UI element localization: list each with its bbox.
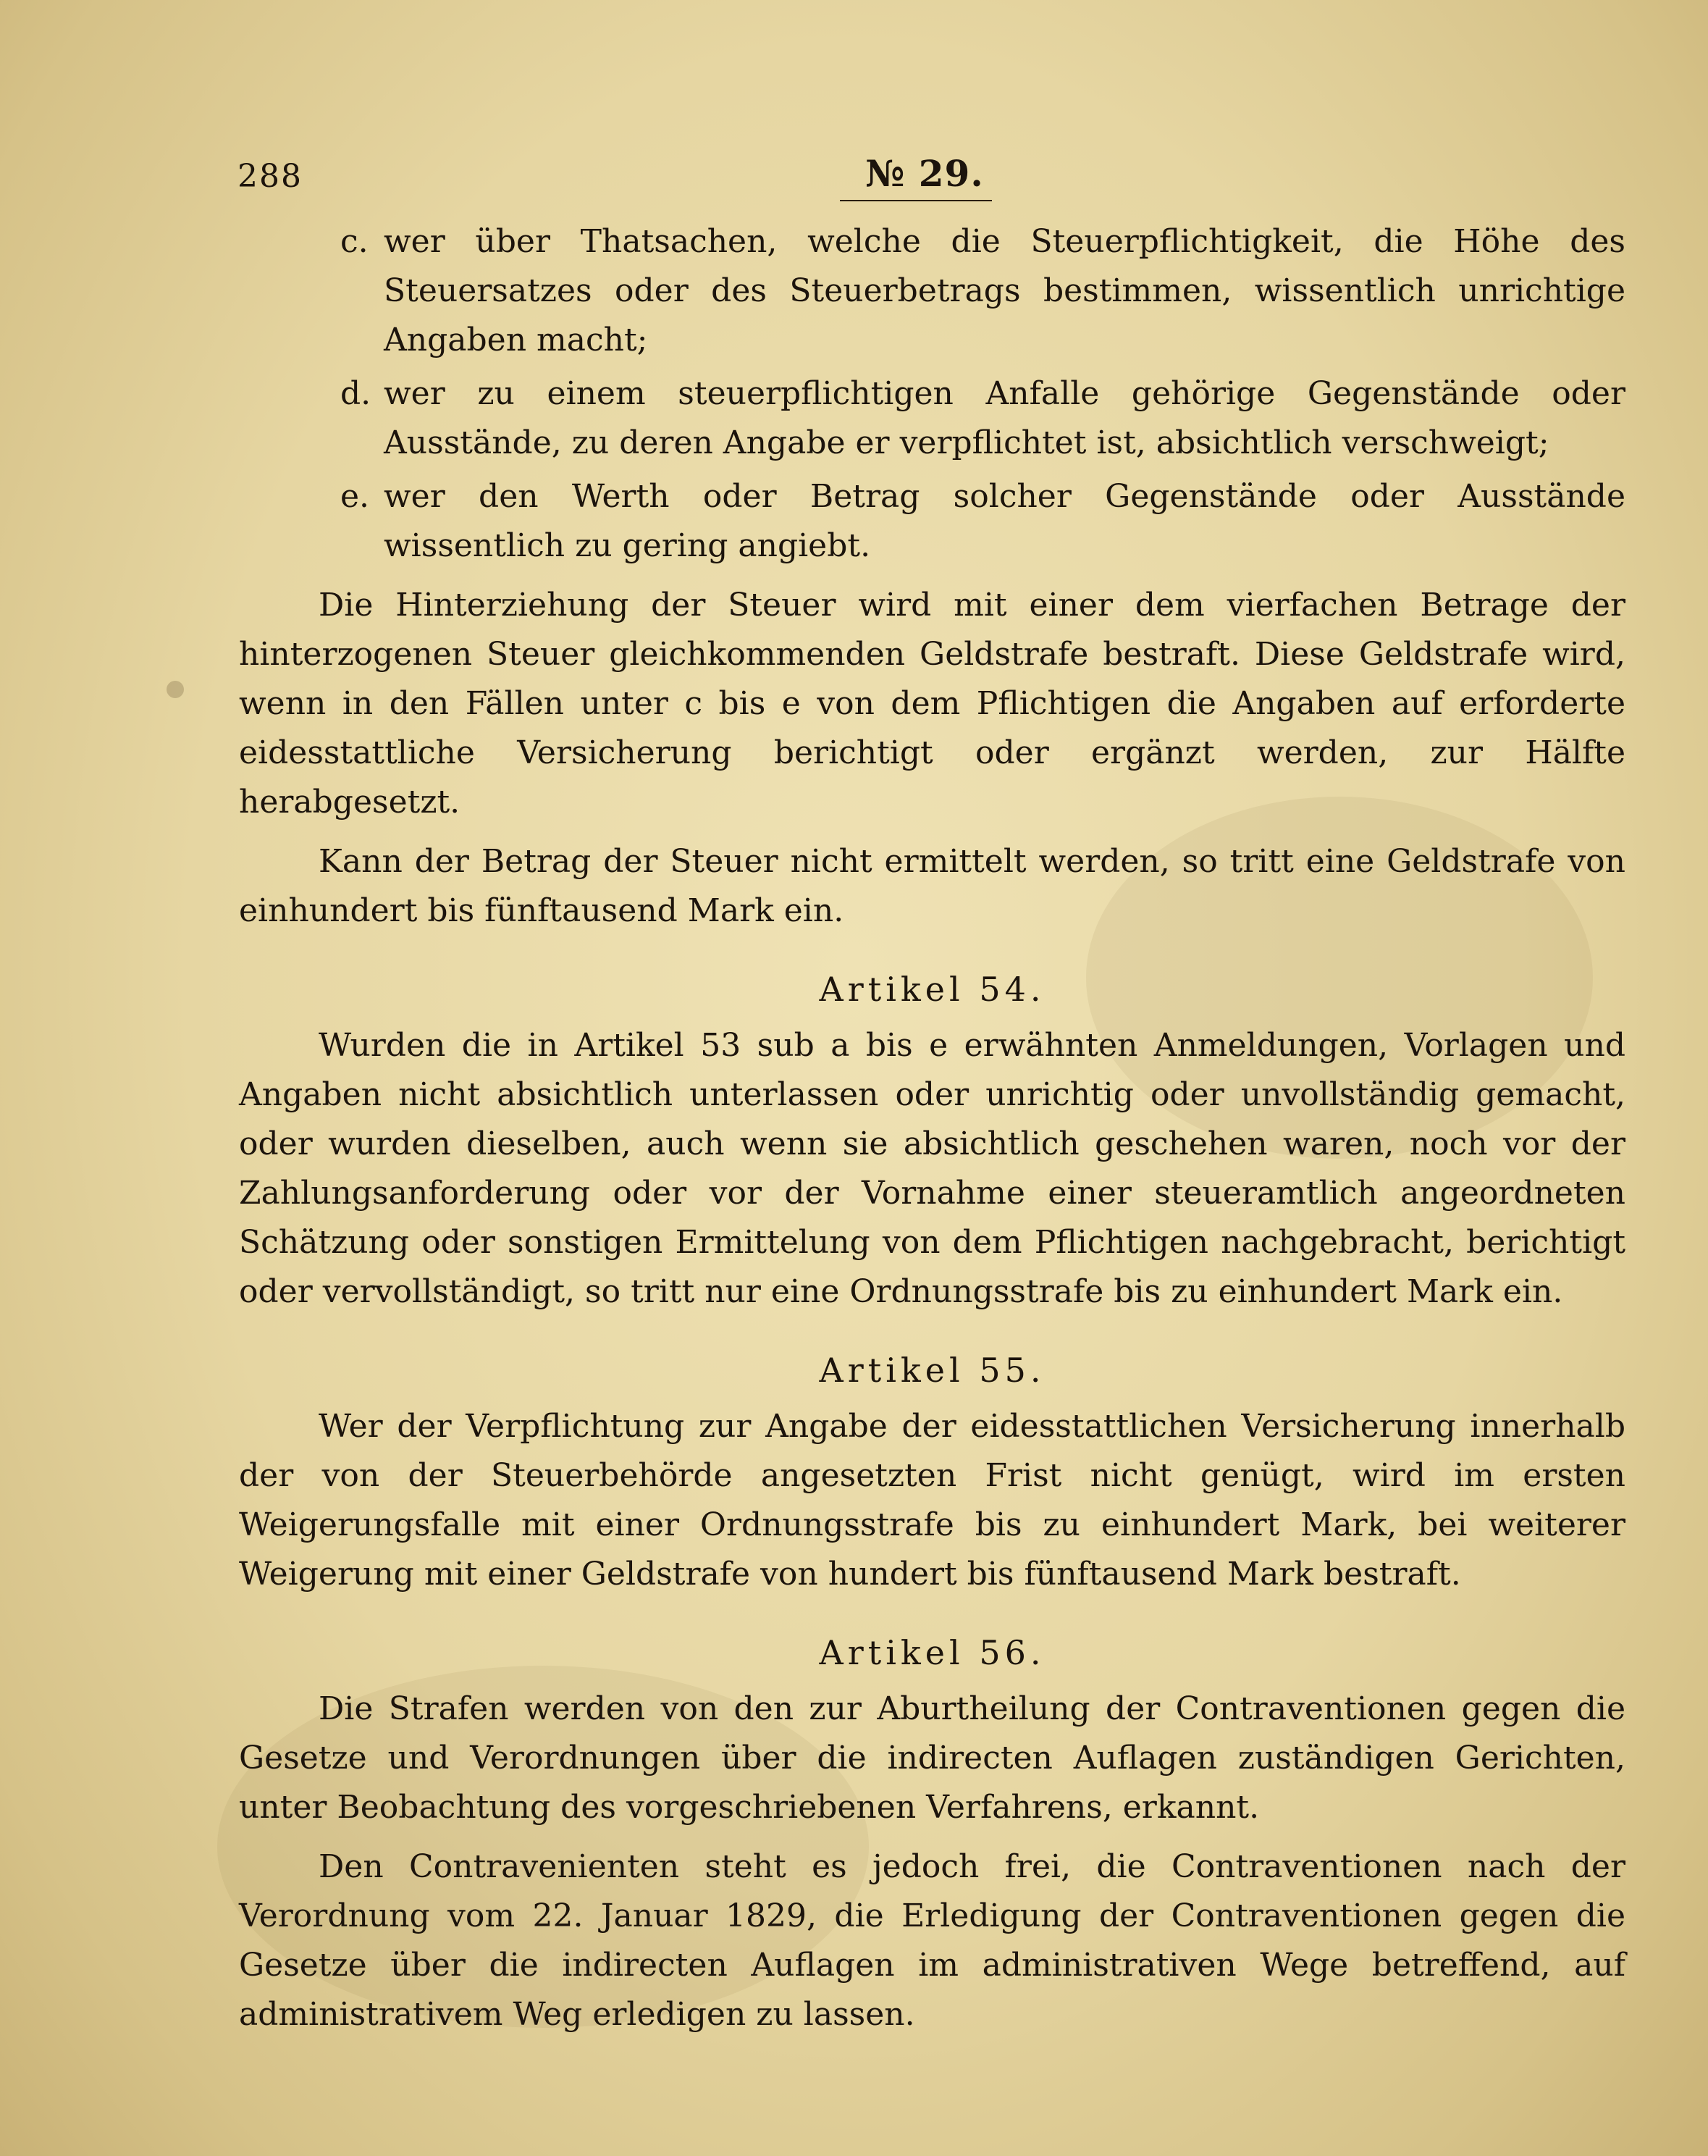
paper-stain — [167, 681, 184, 698]
item-text: wer den Werth oder Betrag solcher Gegenstände oder Ausstände wissentlich zu gering angiebt. — [384, 478, 1625, 564]
paragraph: Kann der Betrag der Steuer nicht ermittelt werden, so tritt eine Geldstrafe von einhundert bis fünftausend Mark ein. — [239, 843, 1625, 929]
page-header — [232, 152, 1535, 203]
paragraph: Den Contravenienten steht es jedoch frei, die Contraventionen nach der Verordnung vom 22. Januar 1829, die Erledigung der Contraventionen gegen die Gesetze über die indirecten Auflagen im administrativen Wege betreffend, auf administrativem Weg erledigen zu lassen. — [239, 1848, 1625, 2033]
item-text: wer zu einem steuerpflichtigen Anfalle gehörige Gegenstände oder Ausstände, zu deren Angabe er verpflichtet ist, absichtlich verschweigt; — [384, 375, 1625, 461]
list-item-e — [239, 472, 1625, 571]
item-label: d. — [340, 375, 371, 412]
paragraph: Die Hinterziehung der Steuer wird mit einer dem vierfachen Betrage der hinterzogenen Steuer gleichkommenden Geldstrafe bestraft. Diese Geldstrafe wird, wenn in den Fällen unter c bis e von dem Pflichtigen die Angaben auf erforderte eidesstattliche Versicherung berichtigt oder ergänzt werden, zur Hälfte herabgesetzt. — [239, 587, 1625, 821]
paragraph: Wer der Verpflichtung zur Angabe der eidesstattlichen Versicherung innerhalb der von der Steuerbehörde angesetzten Frist nicht genügt, wird im ersten Weigerungsfalle mit einer Ordnungsstrafe bis zu einhundert Mark, bei weiterer Weigerung mit einer Geldstrafe von hundert bis fünftausend Mark bestraft. — [239, 1408, 1625, 1593]
article-heading: Artikel 56. — [819, 1633, 1046, 1672]
list-item-c — [239, 217, 1625, 365]
list-item-d — [239, 369, 1625, 468]
paragraph: Wurden die in Artikel 53 sub a bis e erwähnten Anmeldungen, Vorlagen und Angaben nicht absichtlich unterlassen oder unrichtig oder unvollständig gemacht, oder wurden dieselben, auch wenn sie absichtlich geschehen waren, noch vor der Zahlungsanforderung oder vor der Vornahme einer steueramtlich angeordneten Schätzung oder sonstigen Ermittelung von dem Pflichtigen nachgebracht, berichtigt oder vervollständigt, so tritt nur eine Ordnungsstrafe bis zu einhundert Mark ein. — [239, 1027, 1625, 1310]
item-label: e. — [340, 478, 370, 515]
paragraph: Die Strafen werden von den zur Aburtheilung der Contraventionen gegen die Gesetze und Verordnungen über die indirecten Auflagen zuständigen Gerichten, unter Beobachtung des vorgeschriebenen Verfahrens, erkannt. — [239, 1690, 1625, 1826]
article-heading: Artikel 55. — [819, 1351, 1046, 1390]
article-heading: Artikel 54. — [819, 970, 1046, 1009]
body-text — [239, 217, 1625, 2039]
item-text: wer über Thatsachen, welche die Steuerpflichtigkeit, die Höhe des Steuersatzes oder des Steuerbetrags bestimmen, wissentlich unrichtige Angaben macht; — [384, 223, 1625, 358]
header-rule — [840, 200, 992, 201]
issue-number: № 29. — [865, 152, 984, 195]
item-label: c. — [340, 223, 369, 260]
page-number: 288 — [237, 158, 303, 195]
